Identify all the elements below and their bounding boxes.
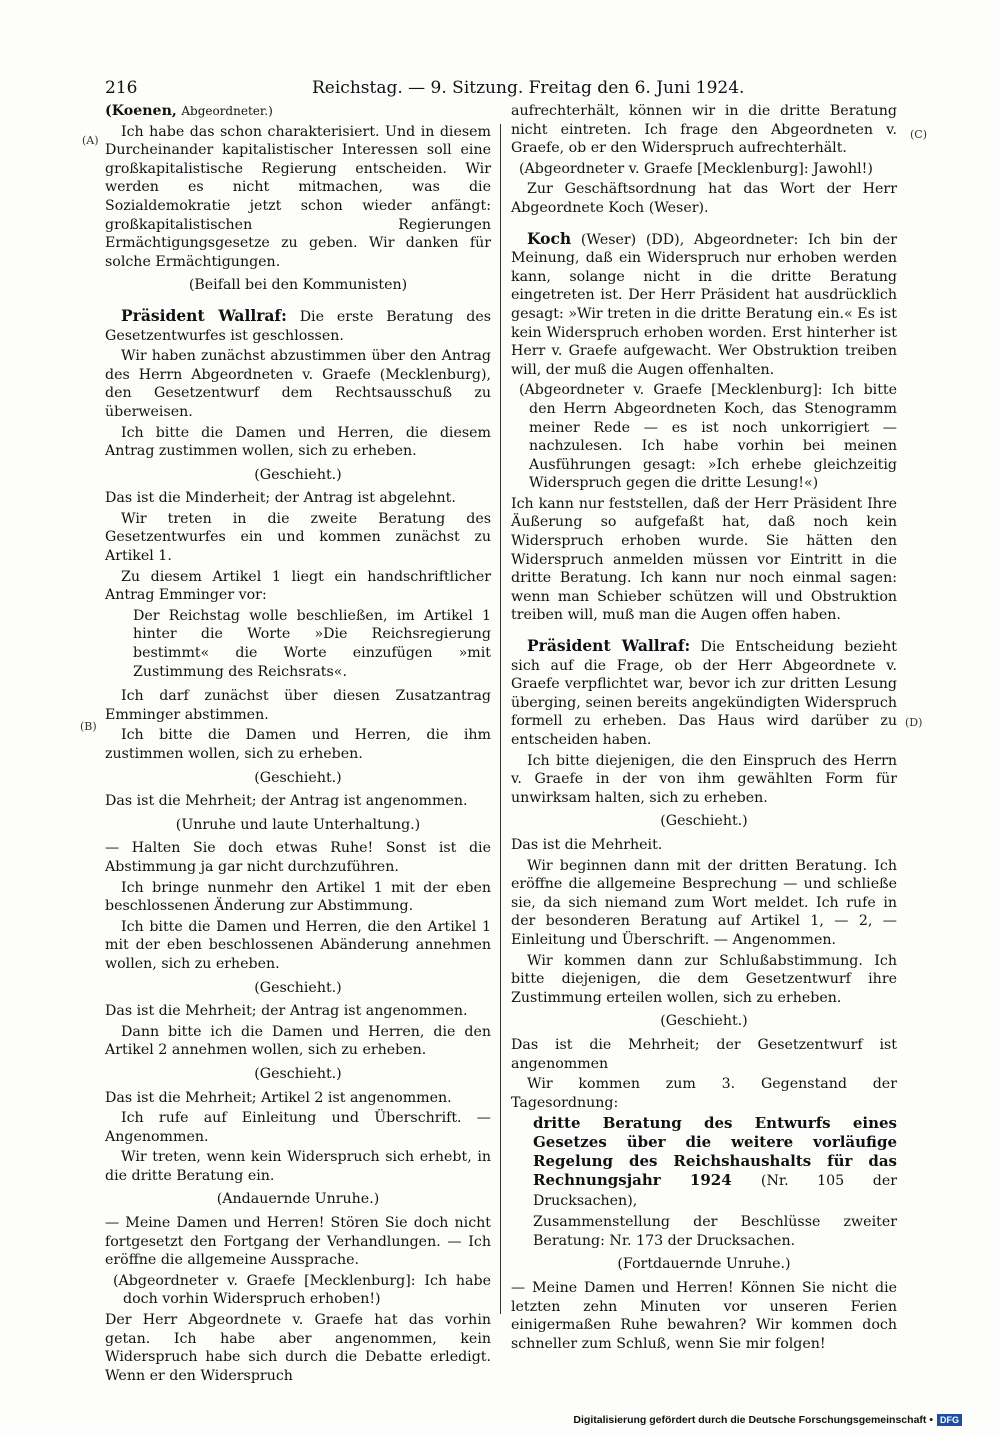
paragraph: — Meine Damen und Herren! Können Sie nicht die letzten zehn Minuten vor unseren Ferien einigermaßen Ruhe bewahren? Wir kommen doch schneller zum Schluß, wenn Sie mir folgen! bbox=[511, 1280, 897, 1352]
reaction: (Geschieht.) bbox=[660, 813, 748, 830]
dfg-logo: DFG bbox=[937, 1414, 962, 1426]
reaction: (Fortdauernde Unruhe.) bbox=[617, 1256, 791, 1273]
paragraph: — Meine Damen und Herren! Stören Sie doch nicht fortgesetzt den Fortgang der Verhandlungen. — Ich eröffne die allgemeine Aussprache. bbox=[105, 1215, 491, 1269]
paragraph: Zu diesem Artikel 1 liegt ein handschriftlicher Antrag Emminger vor: bbox=[105, 568, 491, 604]
agenda-title: dritte Beratung des Entwurfs eines Gesetzes über die weitere vorläufige Regelung des Reichshaushalts für das Rechnungsjahr 1924 bbox=[533, 1114, 897, 1190]
speech-paragraph bbox=[511, 230, 897, 380]
interjection: (Abgeordneter v. Graefe [Mecklenburg]: Ich bitte den Herrn Abgeordneten Koch, das Stenogramm meiner Rede — es ist noch unkorrigiert — nachzulesen. Ich habe vorhin bei meinen Ausführungen gesagt: »Ich erhebe gleichzeitig Widerspruch gegen die dritte Lesung!«) bbox=[519, 382, 897, 492]
paragraph: Der Herr Abgeordnete v. Graefe hat das vorhin getan. Ich habe aber angenommen, kein Widerspruch habe sich durch die Debatte erledigt. Wenn er den Widerspruch bbox=[105, 1312, 491, 1384]
paragraph: Ich bringe nunmehr den Artikel 1 mit der eben beschlossenen Änderung zur Abstimmung. bbox=[105, 879, 491, 915]
paragraph: Ich kann nur feststellen, daß der Herr Präsident Ihre Äußerung so aufgefaßt hat, daß noch kein Widerspruch erhoben wurde. Sie hätten den Widerspruch anmelden müssen vor Eintritt in die dritte Beratung. Ich kann nur noch einmal sagen: wenn man Schieber schützen will und Obstruktion treiben will, muß man die Augen offen haben. bbox=[511, 495, 897, 624]
paragraph: Wir kommen dann zur Schlußabstimmung. Ich bitte diejenigen, die dem Gesetzentwurf ihre Zustimmung erteilen wollen, sich zu erheben. bbox=[511, 952, 897, 1006]
reaction: (Andauernde Unruhe.) bbox=[216, 1191, 380, 1208]
interjection: (Abgeordneter v. Graefe [Mecklenburg]: Jawohl!) bbox=[519, 160, 873, 177]
margin-marker-c: (C) bbox=[910, 128, 927, 141]
right-column bbox=[511, 102, 897, 1355]
paragraph: Ich bitte die Damen und Herren, die diesem Antrag zustimmen wollen, sich zu erheben. bbox=[105, 424, 491, 460]
paragraph: Wir beginnen dann mit der dritten Beratung. Ich eröffne die allgemeine Besprechung — und schließe sie, da sich niemand zum Wort meldet. Ich rufe in der besonderen Beratung auf Artikel 1, — 2, — Einleitung und Überschrift. — Angenommen. bbox=[511, 857, 897, 948]
paragraph: Ich bitte diejenigen, die den Einspruch des Herrn v. Graefe in der von ihm gewählten Form für unwirksam halten, sich zu erheben. bbox=[511, 752, 897, 806]
speech-text: (Weser) (DD), Abgeordneter: Ich bin der Meinung, daß ein Widerspruch nur erhoben werden kann, solange nicht in die dritte Beratung eingetreten ist. Der Herr Präsident hat ausdrücklich gesagt: »Wir treten in die dritte Beratung ein.« Es ist kein Widerspruch erhoben worden. Erst hinterher ist Herr v. Graefe aufgewacht. Wer Obstruktion treiben will, der muß die Augen offenhalten. bbox=[511, 231, 897, 378]
agenda-item bbox=[533, 1114, 897, 1211]
speech-text: Die erste Beratung des Gesetzentwurfes ist geschlossen. bbox=[105, 308, 491, 344]
speaker-continuation bbox=[105, 102, 491, 121]
reaction: (Geschieht.) bbox=[660, 1013, 748, 1030]
funding-footer bbox=[573, 1414, 962, 1426]
reaction: (Beifall bei den Kommunisten) bbox=[188, 277, 408, 294]
agenda-reference: (Nr. 105 der Drucksachen), bbox=[533, 1173, 897, 1210]
margin-marker-d: (D) bbox=[905, 716, 923, 729]
speech-text: Die Entscheidung bezieht sich auf die Frage, ob der Herr Abgeordnete v. Graefe verpflichtet war, bevor ich zur dritten Lesung überging, seinen bereits angekündigten Widerspruch formell zu erheben. Das Haus wird darüber zu entscheiden haben. bbox=[511, 639, 897, 748]
paragraph: Ich rufe auf Einleitung und Überschrift. — Angenommen. bbox=[105, 1110, 491, 1145]
agenda-summary: Zusammenstellung der Beschlüsse zweiter Beratung: Nr. 173 der Drucksachen. bbox=[533, 1214, 897, 1249]
paragraph: Ich darf zunächst über diesen Zusatzantrag Emminger abstimmen. bbox=[105, 688, 491, 723]
reaction: (Geschieht.) bbox=[254, 1065, 342, 1082]
interjection: (Abgeordneter v. Graefe [Mecklenburg]: Ich habe doch vorhin Widerspruch erhoben!) bbox=[113, 1272, 491, 1308]
paragraph: Wir kommen zum 3. Gegenstand der Tagesordnung: bbox=[511, 1076, 897, 1111]
paragraph: Das ist die Mehrheit; der Antrag ist angenommen. bbox=[105, 1003, 468, 1020]
speaker-name: (Koenen, bbox=[105, 103, 177, 119]
paragraph: Das ist die Mehrheit; der Gesetzentwurf ist angenommen bbox=[511, 1036, 897, 1072]
paragraph: Das ist die Minderheit; der Antrag ist abgelehnt. bbox=[105, 490, 456, 507]
speaker-name: Koch bbox=[527, 228, 572, 248]
paragraph: Ich bitte die Damen und Herren, die ihm zustimmen wollen, sich zu erheben. bbox=[105, 727, 491, 762]
reaction: (Geschieht.) bbox=[254, 979, 342, 996]
paragraph: Wir treten, wenn kein Widerspruch sich erhebt, in die dritte Beratung ein. bbox=[105, 1149, 491, 1184]
paragraph: — Halten Sie doch etwas Ruhe! Sonst ist die Abstimmung ja gar nicht durchzuführen. bbox=[105, 840, 491, 875]
reaction: (Unruhe und laute Unterhaltung.) bbox=[175, 816, 421, 833]
paragraph: Wir haben zunächst abzustimmen über den Antrag des Herrn Abgeordneten v. Graefe (Mecklenburg), den Gesetzentwurf dem Rechtsausschuß zu überweisen. bbox=[105, 348, 491, 420]
speech-paragraph bbox=[105, 307, 491, 345]
reaction: (Geschieht.) bbox=[254, 466, 342, 483]
speaker-name: Präsident Wallraf: bbox=[121, 305, 287, 325]
speech-paragraph bbox=[511, 637, 897, 750]
footer-text: Digitalisierung gefördert durch die Deutsche Forschungsgemeinschaft • bbox=[573, 1414, 933, 1426]
paragraph: Wir treten in die zweite Beratung des Gesetzentwurfes ein und kommen zunächst zu Artikel 1. bbox=[105, 510, 491, 565]
column-divider bbox=[500, 124, 501, 1314]
running-title: Reichstag. — 9. Sitzung. Freitag den 6. Juni 1924. bbox=[312, 78, 745, 98]
motion-quote: Der Reichstag wolle beschließen, im Artikel 1 hinter die Worte »Die Reichsregierung bestimmt« die Worte einzufügen »mit Zustimmung des Reichsrats«. bbox=[133, 607, 491, 680]
paragraph: Ich bitte die Damen und Herren, die den Artikel 1 mit der eben beschlossenen Abänderung annehmen wollen, sich zu erheben. bbox=[105, 918, 491, 972]
page-number: 216 bbox=[105, 78, 138, 98]
reaction: (Geschieht.) bbox=[254, 769, 342, 786]
paragraph: Das ist die Mehrheit; der Antrag ist angenommen. bbox=[105, 793, 468, 810]
speaker-role: Abgeordneter.) bbox=[181, 104, 273, 118]
margin-marker-a: (A) bbox=[82, 134, 99, 147]
paragraph: Ich habe das schon charakterisiert. Und in diesem Durcheinander kapitalistischer Interessen soll eine großkapitalistische Regierung entscheiden. Wir werden es nicht mitmachen, was die Sozialdemokratie jetzt schon wieder anfängt: großkapitalistischen Regierungen Ermächtigungsgesetze zu geben. Wir danken für solche Ermächtigungen. bbox=[105, 123, 491, 270]
left-column bbox=[105, 102, 491, 1387]
paragraph: aufrechterhält, können wir in die dritte Beratung nicht eintreten. Ich frage den Abgeordneten v. Graefe, ob er den Widerspruch aufrechterhält. bbox=[511, 103, 897, 157]
paragraph: Dann bitte ich die Damen und Herren, die den Artikel 2 annehmen wollen, sich zu erheben. bbox=[105, 1023, 491, 1059]
paragraph: Das ist die Mehrheit. bbox=[511, 836, 663, 853]
paragraph: Zur Geschäftsordnung hat das Wort der Herr Abgeordnete Koch (Weser). bbox=[511, 181, 897, 216]
page-header bbox=[105, 72, 745, 102]
speaker-name: Präsident Wallraf: bbox=[527, 636, 691, 656]
margin-marker-b: (B) bbox=[80, 720, 97, 733]
paragraph: Das ist die Mehrheit; Artikel 2 ist angenommen. bbox=[105, 1089, 452, 1106]
